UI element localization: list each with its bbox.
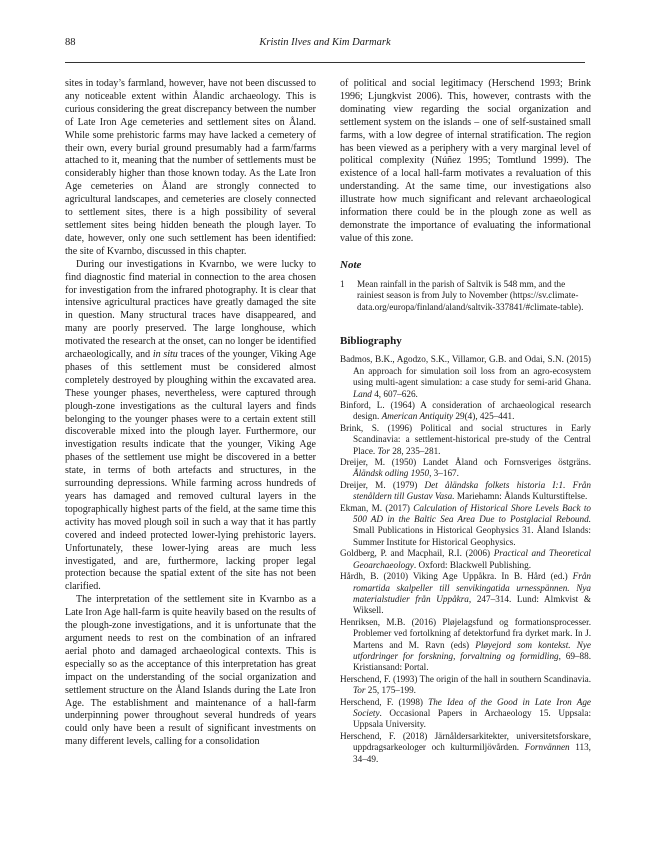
bibliography-entry: Hårdh, B. (2010) Viking Age Uppåkra. In B. Hård (ed.) Från romartida skalpeller till senvikingatida urnesspännen. Nya materialstudier från Uppåkra, 247–314. Lund: Almkvist & Wiksell.: [340, 571, 591, 616]
body-paragraph: of political and social legitimacy (Herschend 1993; Brink 1996; Ljungkvist 2006). This, however, contrasts with the dominating view regarding the social organization and settlement system on the islands – one of self-sustained small farms, with a low degree of internal stratification. The region has been viewed as a periphery with a very marginal level of political complexity (Núñez 1995; Tomtlund 1999). The existence of a local hall-farm motivates a revaluation of this understanding. At the same time, our investigations also illustrate how much significant and relevant archaeological information there could be in the plough zone as well as demonstrate the importance of evaluating the informational value of this zone.: [340, 78, 591, 244]
bibliography-list: [340, 354, 591, 765]
page-header: [65, 37, 585, 53]
bibliography-entry: Herschend, F. (1998) The Idea of the Good in Late Iron Age Society. Occasional Papers in Archaeology 15. Uppsala: Uppsala University.: [340, 696, 591, 730]
body-paragraph: During our investigations in Kvarnbo, we were lucky to find diagnostic find material in connection to the area chosen for investigation from the infrared photography. It is clear that intensive agricultural practices have greatly damaged the site in question. Many structural traces have disappeared, and many are poorly preserved. The large longhouse, which motivated the research at the onset, can no longer be identified archaeologically, and in situ traces of the younger, Viking Age phases of this settlement must be considered almost completely destroyed by ploughing within the excavated area. These younger phases, nevertheless, were captured through plough-zone investigations as the cultural layers and finds belonging to the younger phases were to a certain extent still discoverable mixed into the plough layer. Furthermore, our investigation results indicate that the younger, Viking Age phases of the settlement use might be discovered in a better state, in terms of both artefacts and structures, in the surrounding depressions. While farming across hundreds of years has damaged and removed cultural layers in the topographically highest parts of the field, at the same time this activity has moved plough soil in such a way that it has partly covered and indeed protected lower-lying prehistoric layers. Unfortunately, these lower-lying areas are much less investigated, and are, furthermore, lacking proper legal protection because the spatial extent of the site has not been clarified.: [65, 258, 316, 593]
bibliography-entry: Brink, S. (1996) Political and social structures in Early Scandinavia: a settlement-historical pre-study of the Central Place. Tor 28, 235–281.: [340, 422, 591, 456]
body-paragraph: sites in today’s farmland, however, have not been discussed to any noticeable extent within Ålandic archaeology. This is curious considering the great discrepancy between the number of Late Iron Age cemeteries and settlement sites on Åland. While some prehistoric farms may have lacked a cemetery of their own, every burial ground presumably had a farm/farms attached to it, meaning that the number of settlements must be considerably higher than those known today. As the Late Iron Age cemeteries on Åland are strongly connected to agricultural landscapes, and cemeteries are closely connected to settlement sites, there is a high possibility of several settlement sites being hidden beneath the plough layer. To date, however, only one such settlement has been identified: the site of Kvarnbo, discussed in this chapter.: [65, 78, 316, 257]
footnote: [340, 279, 591, 314]
bibliography-entry: Dreijer, M. (1950) Landet Åland och Fornsveriges östgräns. Åländsk odling 1950, 3–167.: [340, 457, 591, 479]
bibliography-entry: Badmos, B.K., Agodzo, S.K., Villamor, G.B. and Odai, S.N. (2015) An approach for simulation soil loss from an agro-ecosystem using multi-agent simulation: a case study for semi-arid Ghana. Land 4, 607–626.: [340, 354, 591, 399]
footnote-text: Mean rainfall in the parish of Saltvik is 548 mm, and the rainiest season is from July to November (https://sv.climate-data.org/europa/finland/aland/saltvik-337841/#climate-table).: [357, 278, 584, 312]
body-paragraph: The interpretation of the settlement site in Kvarnbo as a Late Iron Age hall-farm is quite heavily based on the results of the plough-zone investigations, and it is unfortunate that the argument needs to rest on the combination of an infrared aerial photo and damaged archaeological contexts. This is especially so as the acceptance of this interpretation has great impact on the understanding of the social organization and settlement structure on the Åland Islands during the Late Iron Age. The establishment and maintenance of a hall-farm underpinning power throughout several hundreds of years could only have been a result of significant investments on many different levels, calling for a consolidation: [65, 594, 316, 748]
bibliography-entry: Henriksen, M.B. (2016) Pløjelagsfund og formationsprocesser. Problemer ved fortolkning af detektorfund fra dyrket mark. In J. Martens and M. Ravn (eds) Pløyejord som kontekst. Nye utfordringer for forskning, forvaltning og formidling, 69–88. Kristiansand: Portal.: [340, 616, 592, 673]
bibliography-heading: Bibliography: [340, 335, 402, 348]
right-column: [340, 78, 591, 765]
bibliography-entry: Goldberg, P. and Macphail, R.I. (2006) Practical and Theoretical Geoarchaeology. Oxford: Blackwell Publishing.: [340, 548, 591, 570]
bibliography-entry: Binford, L. (1964) A consideration of archaeological research design. American Antiquity 29(4), 425–441.: [340, 400, 591, 422]
bibliography-entry: Ekman, M. (2017) Calculation of Historical Shore Levels Back to 500 AD in the Baltic Sea Area Due to Postglacial Rebound. Small Publications in Historical Geophysics 31. Åland Islands: Summer Institute for Historical Geophysics.: [340, 502, 591, 547]
footnote-number: 1: [340, 278, 345, 289]
header-rule: [65, 62, 585, 63]
page-number: 88: [65, 37, 76, 48]
bibliography-entry: Herschend, F. (1993) The origin of the hall in southern Scandinavia. Tor 25, 175–199.: [340, 673, 591, 696]
bibliography-entry: Herschend, F. (2018) Järnåldersarkitekter, universitetsforskare, uppdragsarkeologer och kulturmiljövården. Fornvännen 113, 34–49.: [340, 730, 591, 764]
left-column: [65, 78, 316, 749]
bibliography-entry: Dreijer, M. (1979) Det åländska folkets historia I:1. Från stenåldern till Gustav Vasa. Mariehamn: Ålands Kulturstiftelse.: [340, 479, 591, 502]
running-head: Kristin Ilves and Kim Darmark: [259, 37, 391, 48]
note-heading: Note: [340, 258, 362, 271]
